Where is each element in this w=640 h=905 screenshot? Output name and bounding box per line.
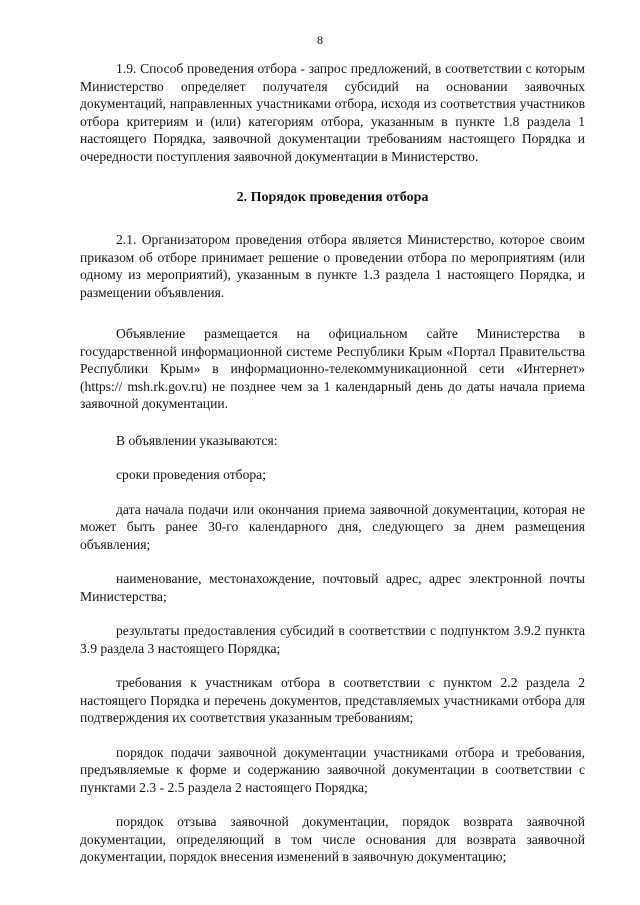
paragraph-announcement: Объявление размещается на официальном сайте Министерства в государственной информационной системе Республики Крым «Портал Правительства Республики Крым» в информационно-телекоммуникационной сети «Интернет» (https:// msh.rk.gov.ru) не позднее чем за 1 календарный день до даты начала приема заявочной документации. (80, 326, 585, 411)
paragraph-1-9: 1.9. Способ проведения отбора - запрос предложений, в соответствии с которым Министерство определяет получателя субсидий на основании заявочных документаций, направленных участниками отбора, исходя из соответствия участников отбора критериям и (или) категориям отбора, указанным в пункте 1.8 раздела 1 настоящего Порядка, заявочной документации требованиям настоящего Порядка и очередности поступления заявочной документации в Министерство. (80, 61, 585, 164)
page-number: 8 (317, 33, 323, 47)
list-item-results: результаты предоставления субсидий в соответствии с подпунктом 3.9.2 пункта 3.9 раздела 3 настоящего Порядка; (80, 623, 585, 656)
section-heading: 2. Порядок проведения отбора (236, 190, 429, 205)
paragraph-2-1: 2.1. Организатором проведения отбора является Министерство, которое своим приказом об отборе принимает решение о проведении отбора по мероприятиям (или одному из мероприятий), указанным в пункте 1.3 раздела 1 настоящего Порядка, и размещении объявления. (80, 232, 585, 300)
paragraph-announcement-contents: В объявлении указываются: (116, 432, 278, 448)
document-body (80, 60, 585, 866)
list-item-submission-procedure: порядок подачи заявочной документации участниками отбора и требования, предъявляемые к форме и содержанию заявочной документации в соответствии с пунктами 2.3 - 2.5 раздела 2 настоящего Порядка; (80, 744, 585, 795)
list-item-ministry-contacts: наименование, местонахождение, почтовый адрес, адрес электронной почты Министерства; (80, 571, 585, 604)
list-item-requirements: требования к участникам отбора в соответствии с пунктом 2.2 раздела 2 настоящего Порядка и перечень документов, представляемых участниками отбора для подтверждения их соответствия указанным требованиям; (80, 675, 585, 725)
list-item-withdrawal-procedure: порядок отзыва заявочной документации, порядок возврата заявочной документации, определяющий в том числе основания для возврата заявочной документации, порядок внесения изменений в заявочную документацию; (80, 814, 585, 864)
list-item-submission-date: дата начала подачи или окончания приема заявочной документации, которая не может быть ранее 30-го календарного дня, следующего за днем размещения объявления; (80, 501, 585, 552)
list-item-dates: сроки проведения отбора; (116, 467, 266, 482)
